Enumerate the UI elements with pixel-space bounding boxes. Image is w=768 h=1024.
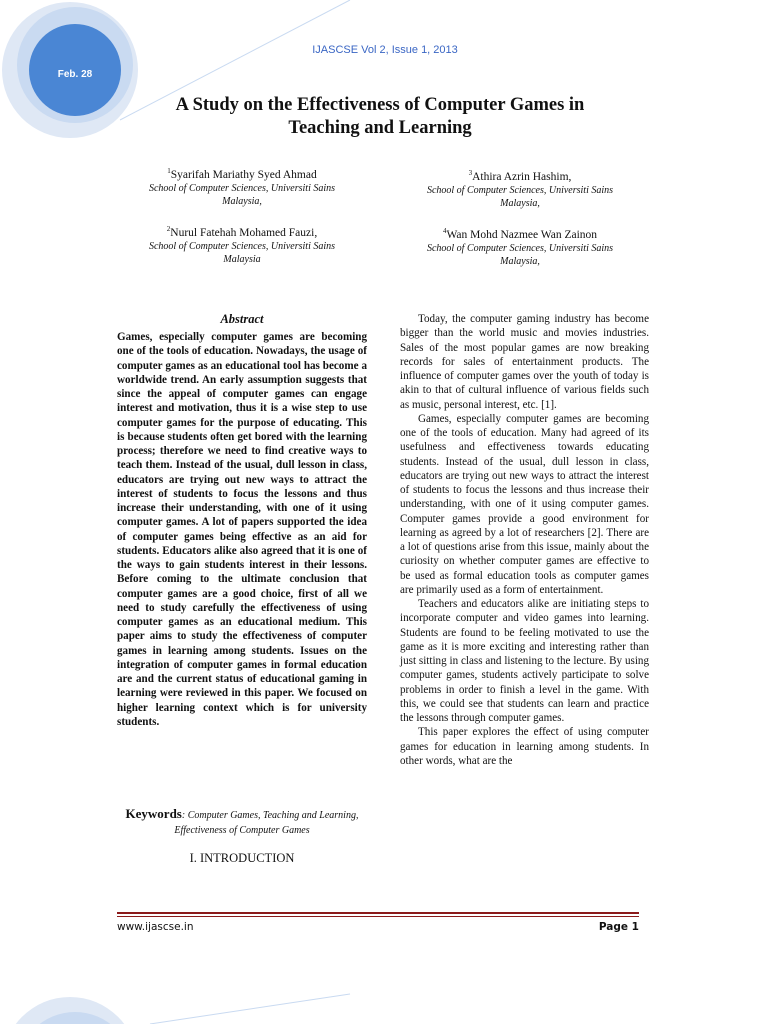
footer-rule [117, 912, 639, 914]
author-4-affiliation: School of Computer Sciences, Universiti Sains [426, 242, 614, 254]
author-2: $^2$Nurul Fatehah Mohamed Fauzi, School of Computer Sciences, Universiti Sains Malaysia [117, 222, 367, 266]
paragraph-2: Games, especially computer games are becoming one of the tools of education. Many had agreed of its usefulness and effectiveness towards educating students. Instead of the usual, dull lesson in class, educators are trying out new ways to attract the interest of students to focus the lessons and thus increase their understanding, with one of it using computer games. Computer games provide a good environment for learning as agreed by a lot of researchers [2]. There are a lot of questions arise from this issue, mainly about the curiosity on whether computer games are effective to be used as formal education tools as computer games are primarily used as a form of entertainment. [400, 412, 649, 596]
right-column [400, 312, 649, 768]
paragraph-3: Teachers and educators alike are initiating steps to incorporate computer and video games into learning. Students are found to be feeling motivated to use the game as it is more exciting and interesting rather than just sitting in class and listening to the lecture. By using computer games, students actively participate to solve problems in order to finish a level in the game. With this, we could see that students can learn and practice the lessons through computer games. [400, 598, 649, 724]
footer-website: www.ijascse.in [117, 921, 194, 933]
abstract-heading: Abstract [220, 312, 264, 326]
keywords-text: : Computer Games, Teaching and Learning, Effectiveness of Computer Games [174, 810, 359, 836]
paper-title [100, 94, 660, 140]
title-line-1: A Study on the Effectiveness of Computer Games in [175, 95, 585, 115]
footer-decoration [0, 990, 360, 1024]
author-3: $^3$Athira Azrin Hashim, School of Computer Sciences, Universiti Sains Malaysia, [400, 166, 640, 210]
author-3-affiliation: School of Computer Sciences, Universiti Sains [426, 184, 614, 196]
title-line-2: Teaching and Learning [288, 118, 472, 138]
section-heading-introduction: I. INTRODUCTION [189, 851, 295, 865]
author-4: $^4$Wan Mohd Nazmee Wan Zainon School of Computer Sciences, Universiti Sains Malaysia, [400, 224, 640, 268]
author-1-affiliation: School of Computer Sciences, Universiti Sains [148, 182, 336, 194]
author-1: $^1$Syarifah Mariathy Syed Ahmad School of Computer Sciences, Universiti Sains Malaysia, [117, 164, 367, 208]
keywords [117, 806, 367, 838]
paragraph-4: This paper explores the effect of using computer games for education in learning among students. In other words, what are the [400, 726, 649, 767]
footer-rule-thin [117, 916, 639, 917]
keywords-label: Keywords [125, 806, 182, 821]
footer-page-number: Page 1 [598, 921, 639, 933]
author-2-affiliation: School of Computer Sciences, Universiti Sains [148, 240, 336, 252]
journal-header: IJASCSE Vol 2, Issue 1, 2013 [312, 44, 458, 56]
date-badge: Feb. 28 [57, 69, 93, 80]
paragraph-1: Today, the computer gaming industry has become bigger than the world music and movies industries. Sales of the most popular games are now breaking records for sales of entertainment products. The influence of computer games over the youth of today is akin to that of cultural influence of various fields such as music, personal interest, etc. [1]. [400, 313, 649, 411]
abstract-body: Games, especially computer games are becoming one of the tools of education. Nowadays, the usage of computer games as an educational tool has become a worldwide trend. An early assumption suggests that since the appeal of computer games can engage interest and motivation, thus it is a wise step to use computer games for the purpose of educating. This is because students often get bored with the learning process; therefore we need to find creative ways to teach them. Instead of the usual, dull lesson in class, educators are trying out new ways to attract the interest of students to focus the lessons and thus increase their understanding, with one of it using computer games. A lot of papers supported the idea of computer games being effective as an aid for students. Educators alike also agreed that it is one of the ways to gain students interest in their lessons. Before coming to the ultimate conclusion that computer games are a good choice, first of all we need to study carefully the effectiveness of using computer games as an educational medium. This paper aims to study the effectiveness of computer games in learning among students. Issues on the integration of computer games in formal education are and the current status of educational gaming in learning were reviewed in this paper. We focused on higher learning context which is for university students. [117, 331, 367, 728]
